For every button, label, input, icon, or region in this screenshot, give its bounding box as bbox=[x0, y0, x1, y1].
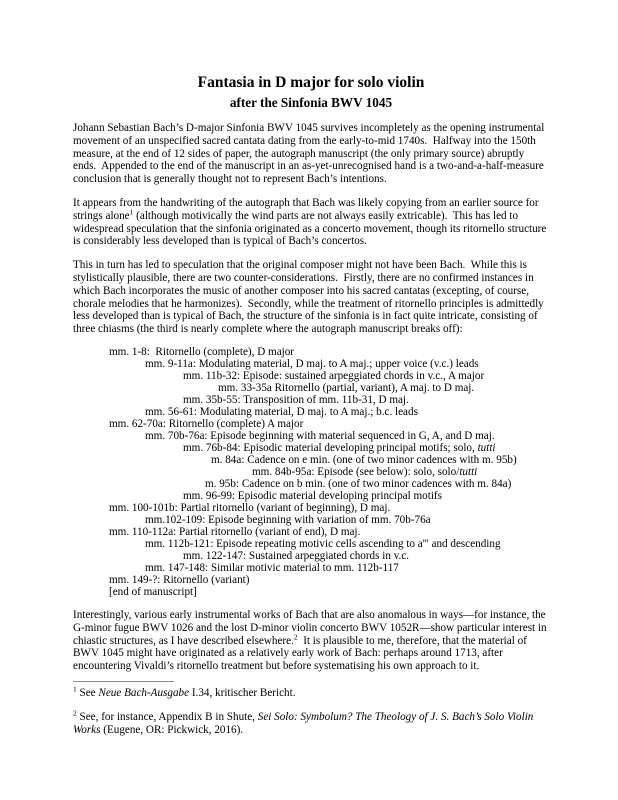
outline-item-5: mm. 35b-55: Transposition of mm. 11b-31, D maj. bbox=[183, 393, 409, 406]
footnote-2-italic-title: Sei Solo: Symbolum? The Theology of J. S. Bach’s Solo Violin Works bbox=[73, 710, 537, 736]
footnote-1-marker: 1 bbox=[73, 684, 77, 694]
outline-item-17: mm. 112b-121: Episode repeating motivic cells ascending to a''' and descending bbox=[145, 537, 501, 550]
paragraph-1 bbox=[73, 122, 549, 186]
outline-item-6: mm. 56-61: Modulating material, D maj. to A maj.; b.c. leads bbox=[145, 405, 418, 418]
outline-item-3: mm. 11b-32: Episode: sustained arpeggiated chords in v.c., A major bbox=[183, 369, 485, 382]
outline-item-20: mm. 149-?: Ritornello (variant) bbox=[109, 573, 250, 586]
paragraph-3 bbox=[73, 259, 549, 336]
outline-item-21: [end of manuscript] bbox=[109, 585, 197, 598]
paragraph-3-text: This in turn has led to speculation that the original composer might not have been Bach. While this is stylistically plausible, there are two counter-considerations. Firstly, there are no confirmed instances in which Bach incorporates the music of another composer into his sacred cantatas (excepting, of course, chorale melodies that he harmonizes). Secondly, while the treatment of ritornello principles is admittedly less developed than is typical of Bach, the structure of the sinfonia is in fact quite intricate, consisting of three chiasms (the third is nearly complete where the autograph manuscript breaks off): bbox=[73, 259, 547, 336]
footnote-2-marker: 2 bbox=[73, 708, 77, 718]
outline-item-2: mm. 9-11a: Modulating material, D maj. to A maj.; upper voice (v.c.) leads bbox=[145, 357, 479, 370]
outline-item-11: mm. 84b-95a: Episode (see below): solo, solo/tutti bbox=[252, 465, 478, 478]
paragraph-4-text-cont: It is plausible to me, therefore, that the material of BWV 1045 might have originated as a relatively early work of Bach: perhaps around 1713, after encountering Vivaldi’s ritornello treatment but before systematising his own approach to it. bbox=[73, 634, 530, 673]
outline-item-9: mm. 76b-84: Episodic material developing principal motifs; solo, tutti bbox=[183, 441, 496, 454]
paragraph-2-text: It appears from the handwriting of the autograph that Bach was likely copying from an earlier source for strings alone bbox=[73, 196, 542, 222]
outline-item-18: mm. 122-147: Sustained arpeggiated chords in v.c. bbox=[183, 549, 410, 562]
footnote-1: $^1$ See Neue Bach-Ausgabe I.34, kritischer Bericht. bbox=[73, 684, 296, 699]
outline-item-7: mm. 62-70a: Ritornello (complete) A major bbox=[109, 417, 304, 430]
outline-item-19: mm. 147-148: Similar motivic material to mm. 112b-117 bbox=[145, 561, 399, 574]
outline-item-15: mm.102-109: Episode beginning with variation of mm. 70b-76a bbox=[145, 513, 431, 526]
outline-item-1: mm. 1-8: Ritornello (complete), D major bbox=[109, 345, 295, 358]
document-title: Fantasia in D major for solo violin bbox=[197, 74, 425, 91]
outline-item-13: mm. 96-99: Episodic material developing principal motifs bbox=[183, 489, 442, 502]
outline-item-16: mm. 110-112a: Partial ritornello (variant of end), D maj. bbox=[109, 525, 361, 538]
paragraph-4-text: Interestingly, various early instrumental works of Bach that are also anomalous in ways—for instance, the G-minor fugue BWV 1026 and the lost D-minor violin concerto BWV 1052R—show particular interest in chiastic structures, as I have described elsewhere. bbox=[73, 608, 550, 647]
outline-item-10: m. 84a: Cadence on e min. (one of two minor cadences with m. 95b) bbox=[211, 453, 517, 466]
outline-item-8: mm. 70b-76a: Episode beginning with material sequenced in G, A, and D maj. bbox=[145, 429, 495, 442]
paragraph-2 bbox=[73, 197, 549, 248]
footnote-1-italic-title: Neue Bach-Ausgabe bbox=[98, 686, 190, 699]
outline-item-14: mm. 100-101b: Partial ritornello (variant of beginning), D maj. bbox=[109, 501, 391, 514]
footnote-2: $^2$ See, for instance, Appendix B in Shute, Sei Solo: Symbolum? The Theology of J. S. Bach’s Solo Violin Works (Eugene, OR: Pickwick, 2016). bbox=[73, 708, 537, 736]
footnote-ref-2: 2 bbox=[293, 631, 298, 641]
outline-item-4: mm. 33-35a Ritornello (partial, variant), A maj. to D maj. bbox=[218, 381, 475, 394]
document-subtitle: after the Sinfonia BWV 1045 bbox=[229, 95, 393, 110]
paragraph-1-text: Johann Sebastian Bach’s D-major Sinfonia BWV 1045 survives incompletely as the opening instrumental movement of an unspecified sacred cantata dating from the early-to-mid 1740s. Halfway into the 150th measure, at the end of 12 sides of paper, the autograph manuscript (the only primary source) abruptly ends. Appended to the end of the manuscript in an as-yet-unrecognised hand is a two-and-a-half-measure conclusion that is generally thought not to represent Bach’s intentions. bbox=[73, 122, 548, 186]
outline-item-12: m. 95b: Cadence on b min. (one of two minor cadences with m. 84a) bbox=[205, 477, 512, 490]
measure-outline bbox=[73, 346, 549, 598]
paragraph-2-text-cont: (although motivically the wind parts are not always easily extricable). This has led to widespread speculation that the sinfonia originated as a concerto movement, though its ritornello structure is considerably less developed than is typical of Bach’s concertos. bbox=[73, 209, 550, 248]
footnote-separator bbox=[73, 681, 174, 682]
paragraph-4 bbox=[73, 609, 549, 673]
footnote-ref-1: 1 bbox=[129, 207, 134, 217]
